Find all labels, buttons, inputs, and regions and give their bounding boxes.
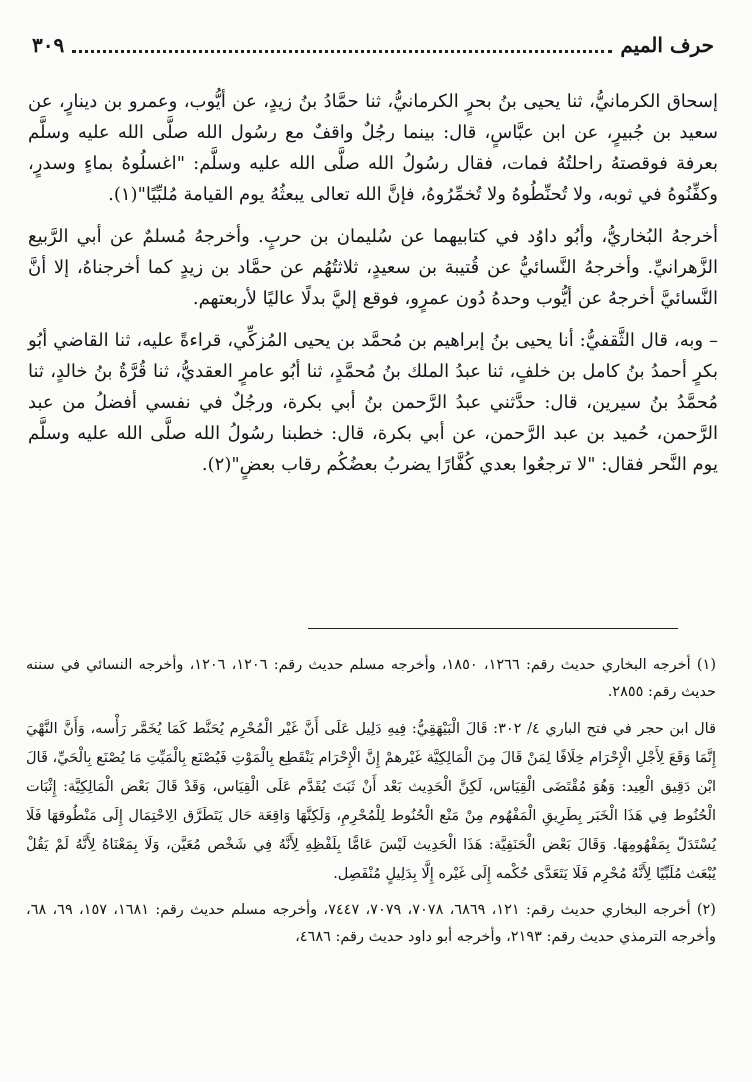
main-text [28, 86, 718, 491]
paragraph-hadith-1: إسحاق الكرمانيُّ، ثنا يحيى بنُ بحرٍ الكرمانيُّ، ثنا حمَّادُ بنُ زيدٍ، عن أيُّوب، وعمرو بن دينارٍ، عن سعيد بن جُبيرٍ، عن ابن عبَّاسٍ، قال: بينما رجُلٌ واقفٌ مع رسُول الله صلَّى الله عليه وسلَّم بعرفة فوقصتهُ راحلتُهُ فمات، فقال رسُولُ الله صلَّى الله عليه وسلَّم: "اغسلُوهُ بماءٍ وسدرٍ، وكفِّنُوهُ في ثوبه، ولا تُحنِّطُوهُ ولا تُخمِّرُوهُ، فإنَّ الله تعالى يبعثُهُ يوم القيامة مُلبِّيًا"(١). [28, 91, 718, 205]
footnote-separator [308, 628, 678, 629]
page-number: ٣٠٩ [32, 33, 65, 57]
page-header [32, 30, 714, 60]
paragraph-hadith-2: – وبه، قال الثَّقفيُّ: أنا يحيى بنُ إبراهيم بن مُحمَّد بن يحيى المُزكِّي، قراءةً عليه، ثنا القاضي أبُو بكرٍ أحمدُ بنُ كامل بن خلفٍ، ثنا عبدُ الملك بنُ مُحمَّدٍ، ثنا أبُو عامرٍ العقديُّ، ثنا قُرَّةُ بنُ خالدٍ، ثنا مُحمَّدُ بنُ سيرين، قال: حدَّثني عبدُ الرَّحمن بنُ أبي بكرة، ورجُلٌ في نفسي أفضلُ من عبد الرَّحمن، حُميد بن عبد الرَّحمن، عن أبي بكرة، قال: خطبنا رسُولُ الله صلَّى الله عليه وسلَّم يوم النَّحر فقال: "لا ترجعُوا بعدي كُفَّارًا يضربُ بعضُكُم رقاب بعضٍ"(٢). [28, 330, 719, 475]
footnote-2: (٢) أخرجه البخاري حديث رقم: ١٢١، ٦٨٦٩، ٧٠٧٨، ٧٠٧٩، ٧٤٤٧، وأخرجه مسلم حديث رقم: ١٦٨١، ١٥٧، ٦٩، ٦٨، وأخرجه الترمذي حديث رقم: ٢١٩٣، وأخرجه أبو داود حديث رقم: ٤٦٨٦، [26, 902, 716, 945]
footnote-1: (١) أخرجه البخاري حديث رقم: ١٢٦٦، ١٨٥٠، وأخرجه مسلم حديث رقم: ١٢٠٦، ١٢٠٦، وأخرجه النسائي في سننه حديث رقم: ٢٨٥٥. [26, 657, 716, 700]
footnotes [26, 652, 716, 960]
paragraph-takhrij: أخرجهُ البُخاريُّ، وأبُو داوُد في كتابيهما عن سُليمان بن حربٍ. وأخرجهُ مُسلمٌ عن أبي الرَّبيع الزَّهرانيِّ. وأخرجهُ النَّسائيُّ عن قُتيبة بن سعيدٍ، ثلاثتُهُم عن حمَّاد بن زيدٍ كما أخرجناهُ، إلا أنَّ النَّسائيَّ أخرجهُ عن أيُّوب وحدهُ دُون عمرٍو، فوقع إليَّ بدلًا عاليًا لأربعتهم. [28, 226, 718, 309]
running-title: حرف الميم [620, 33, 714, 57]
footnote-quote-ibn-hajar: قال ابن حجر في فتح الباري ٤/ ٣٠٢: قَالَ الْبَيْهَقِيُّ: فِيهِ دَلِيل عَلَى أَنَّ غَيْر الْمُحْرِم يُحَنَّط كَمَا يُخَمَّر رَأْسه، وَأَنَّ النَّهْيَ إِنَّمَا وَقَعَ لِأَجْلِ الْإِحْرَام خِلَافًا لِمَنْ قَالَ مِنَ الْمَالِكِيَّة غَيْرهمْ إِنَّ الْإِحْرَام يَنْقَطِع بِالْمَوْتِ فَيُصْنَع بِالْمَيِّتِ مَا يُصْنَع بِالْحَيِّ، قَالَ ابْن دَقِيق الْعِيد: وَهُوَ مُقْتَضَى الْقِيَاس، لَكِنَّ الْحَدِيث بَعْد أَنْ ثَبَتَ يُقَدَّم عَلَى الْقِيَاس، وَقَدْ قَالَ بَعْض الْمَالِكِيَّة: إِثْبَات الْحُنُوط فِي هَذَا الْخَبَر بِطَرِيقِ الْمَفْهُوم مِنْ مَنْع الْحُنُوط لِلْمُحْرِمِ، وَلَكِنَّهَا وَاقِعَة حَال يَتَطَرَّق الِاحْتِمَال إِلَى مَنْطُوقهَا فَلَا يُسْتَدَلّ بِمَفْهُومِهَا. وَقَالَ بَعْض الْحَنَفِيَّة: هَذَا الْحَدِيث لَيْسَ عَامًّا بِلَفْظِهِ لِأَنَّهُ فِي شَخْص مُعَيَّن، وَلَا بِمَعْنَاهُ لِأَنَّهُ لَمْ يَقُلْ يُبْعَث مُلَبِّيًا لِأَنَّهُ مُحْرِم فَلَا يَتَعَدَّى حُكْمه إِلَى غَيْره إِلَّا بِدَلِيلٍ مُنْفَصِل. [26, 721, 716, 882]
header-dotted-leader [72, 50, 612, 53]
